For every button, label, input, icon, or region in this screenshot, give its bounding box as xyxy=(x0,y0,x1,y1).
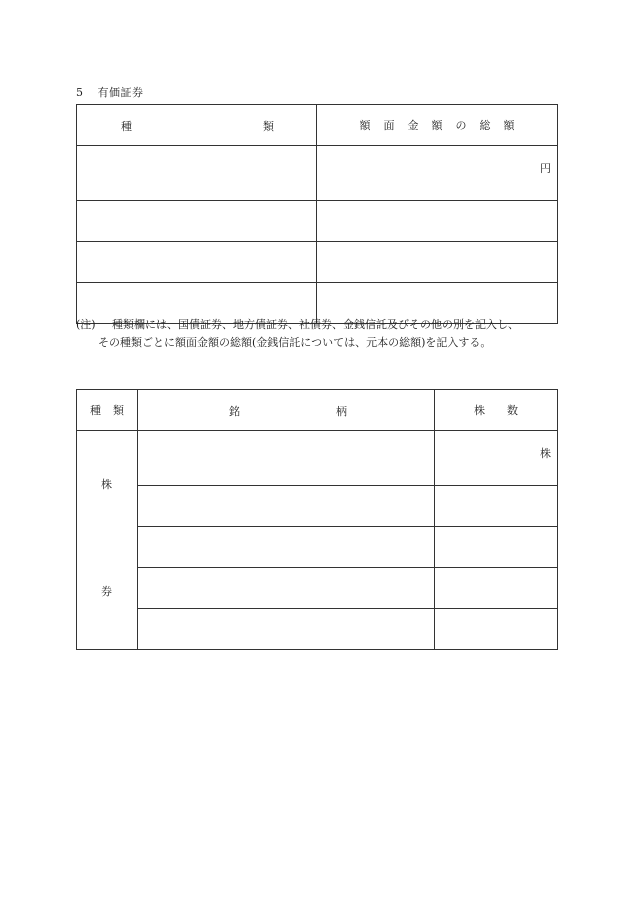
brand-cell[interactable] xyxy=(138,527,435,568)
table-row xyxy=(77,609,558,650)
table-row xyxy=(77,431,558,486)
note-line-1 xyxy=(76,316,566,334)
header-kind-char-2: 類 xyxy=(263,120,274,133)
header-brand-char-2: 柄 xyxy=(336,405,347,418)
shares-cell[interactable] xyxy=(435,486,558,527)
brand-cell[interactable] xyxy=(138,431,435,486)
table-row xyxy=(77,242,558,283)
table-header-row xyxy=(77,105,558,146)
note xyxy=(76,316,566,352)
shares-cell[interactable] xyxy=(435,568,558,609)
shares-cell[interactable] xyxy=(435,527,558,568)
table-row xyxy=(77,568,558,609)
shares-unit: 株 xyxy=(540,447,551,460)
header-face-value-total: 額面金額の総額 xyxy=(317,105,558,146)
note-line-2: その種類ごとに額面金額の総額(金銭信託については、元本の総額)を記入する。 xyxy=(98,336,492,349)
amount-cell[interactable] xyxy=(317,146,558,201)
section-heading xyxy=(76,84,144,100)
section-number: 5 xyxy=(76,86,84,99)
header-brand xyxy=(138,390,435,431)
shares-cell[interactable] xyxy=(435,609,558,650)
brand-cell[interactable] xyxy=(138,609,435,650)
header-kind xyxy=(77,105,317,146)
table-row xyxy=(77,486,558,527)
note-label: (注) xyxy=(76,318,96,331)
header-kind: 種類 xyxy=(77,390,138,431)
amount-cell[interactable] xyxy=(317,242,558,283)
table-row xyxy=(77,201,558,242)
kind-char-1: 株 xyxy=(101,478,112,491)
brand-cell[interactable] xyxy=(138,486,435,527)
table-header-row xyxy=(77,390,558,431)
kind-cell[interactable] xyxy=(77,146,317,201)
yen-unit: 円 xyxy=(540,162,551,175)
amount-cell[interactable] xyxy=(317,201,558,242)
header-kind-char-1: 種 xyxy=(121,120,132,133)
securities-table xyxy=(76,104,558,324)
kind-cell[interactable] xyxy=(77,242,317,283)
table-row xyxy=(77,146,558,201)
stock-table xyxy=(76,389,558,650)
kind-char-2: 券 xyxy=(101,585,112,598)
brand-cell[interactable] xyxy=(138,568,435,609)
shares-cell[interactable] xyxy=(435,431,558,486)
section-title: 有価証券 xyxy=(97,86,144,99)
kind-cell[interactable] xyxy=(77,201,317,242)
kind-stock-cell xyxy=(77,431,138,650)
header-shares: 株数 xyxy=(435,390,558,431)
table-row xyxy=(77,527,558,568)
note-text-1: 種類欄には、国債証券、地方債証券、社債券、金銭信託及びその他の別を記入し、 xyxy=(112,318,519,331)
header-brand-char-1: 銘 xyxy=(229,405,240,418)
